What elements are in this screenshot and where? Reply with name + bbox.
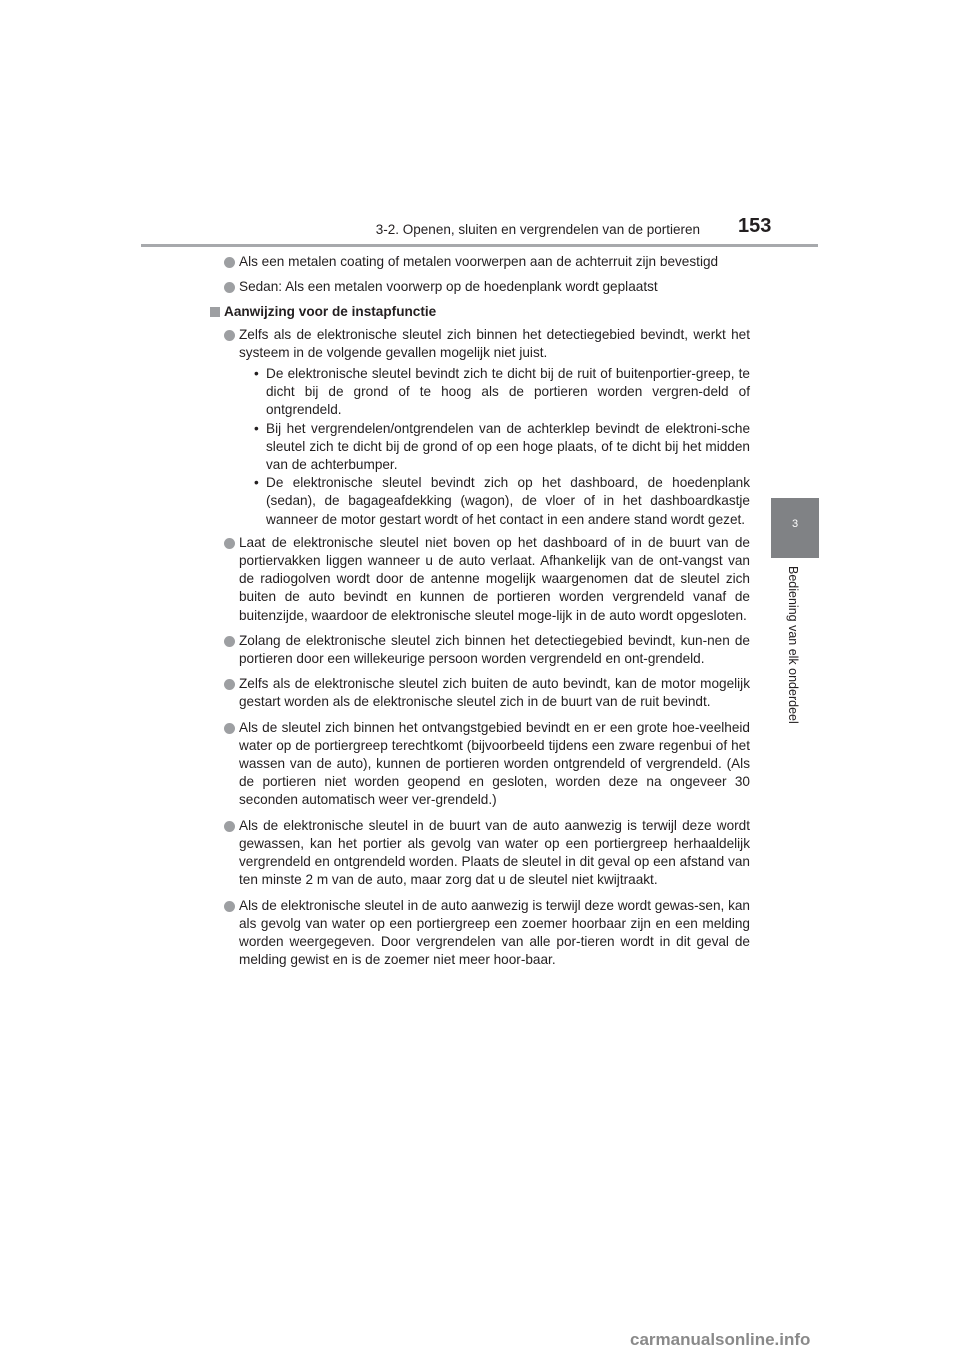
list-item: Als de sleutel zich binnen het ontvangstgebied bevindt en er een grote hoe-veelheid water op de portiergreep terechtkomt (bijvoorbeeld tijdens een zware regenbui of het wassen van de auto), kunnen de portieren worden ontgrendeld of vergrendeld. (Als de portieren niet worden geopend en gesloten, worden deze na ongeveer 30 seconden automatisch weer ver-grendeld.)	[210, 719, 750, 810]
list-item: Als de elektronische sleutel in de buurt van de auto aanwezig is terwijl deze wordt gewassen, kan het portier als gevolg van water op een portiergreep herhaaldelijk vergrendeld en ontgrendeld worden. Plaats de sleutel in dit geval op een afstand van ten minste 2 m van de auto, maar zorg dat u de sleutel niet kwijtraakt.	[210, 817, 750, 890]
square-bullet-icon	[210, 307, 220, 317]
section-heading: Aanwijzing voor de instapfunctie	[210, 303, 750, 321]
bullet-icon	[224, 636, 235, 647]
sub-list	[223, 365, 750, 529]
list-item: Sedan: Als een metalen voorwerp op de hoedenplank wordt geplaatst	[210, 278, 750, 296]
sub-bullet-icon: •	[254, 475, 259, 491]
list-item: Zelfs als de elektronische sleutel zich binnen het detectiegebied bevindt, werkt het systeem in de volgende gevallen mogelijk niet juist.	[210, 326, 750, 362]
list-item: Als de elektronische sleutel in de auto aanwezig is terwijl deze wordt gewas-sen, kan als gevolg van water op een portiergreep een zoemer hoorbaar zijn en een melding worden weergegeven. Door vergrendelen van alle por-tieren wordt in dit geval de melding gewist en is de zoemer niet meer hoor-baar.	[210, 897, 750, 970]
bullet-icon	[224, 257, 235, 268]
sub-bullet-icon: •	[254, 366, 259, 382]
page-content	[210, 253, 750, 976]
sub-list-item: • De elektronische sleutel bevindt zich te dicht bij de ruit of buitenportier-greep, te dicht bij de grond of te hoog als de portieren worden vergren-deld of ontgrendeld.	[254, 366, 750, 418]
chapter-number: 3	[791, 518, 799, 530]
bullet-icon	[224, 679, 235, 690]
header-divider	[141, 244, 818, 247]
watermark: carmanualsonline.info	[630, 1330, 811, 1349]
bullet-icon	[224, 901, 235, 912]
list-item: Zolang de elektronische sleutel zich binnen het detectiegebied bevindt, kun-nen de portieren door een willekeurige persoon worden vergrendeld en ont-grendeld.	[210, 632, 750, 668]
list-item: Zelfs als de elektronische sleutel zich buiten de auto bevindt, kan de motor mogelijk gestart worden als de elektronische sleutel zich in de buurt van de ruit bevindt.	[210, 675, 750, 711]
bullet-icon	[224, 282, 235, 293]
list-item: Als een metalen coating of metalen voorwerpen aan de achterruit zijn bevestigd	[210, 253, 750, 271]
chapter-tab	[771, 498, 819, 558]
bullet-icon	[224, 723, 235, 734]
section-title: 3-2. Openen, sluiten en vergrendelen van de portieren	[375, 222, 700, 237]
sub-list-item: • De elektronische sleutel bevindt zich op het dashboard, de hoedenplank (sedan), de bagageafdekking (wagon), de vloer of in het dashboardkastje wanneer de motor gestart wordt of het contact in een andere stand wordt gezet.	[254, 475, 750, 527]
chapter-label: Bediening van elk onderdeel	[786, 566, 800, 724]
sub-list-item: • Bij het vergrendelen/ontgrendelen van de achterklep bevindt de elektroni-sche sleutel zich te dicht bij de grond of op een hoge plaats, of te dicht bij het midden van de achterbumper.	[254, 420, 750, 473]
list-item: Laat de elektronische sleutel niet boven op het dashboard of in de buurt van de portiervakken liggen wanneer u de auto verlaat. Afhankelijk van de ont-vangst van de radiogolven wordt door de antenne mogelijk waargenomen dat de sleutel zich buiten de auto bevindt en kunnen de portieren worden vergrendeld vanaf de buitenzijde, waardoor de elektronische sleutel moge-lijk in de auto wordt opgesloten.	[210, 534, 750, 625]
bullet-icon	[224, 821, 235, 832]
bullet-icon	[224, 330, 235, 341]
bullet-icon	[224, 538, 235, 549]
page-number: 153	[738, 215, 772, 237]
sub-bullet-icon: •	[254, 420, 259, 436]
